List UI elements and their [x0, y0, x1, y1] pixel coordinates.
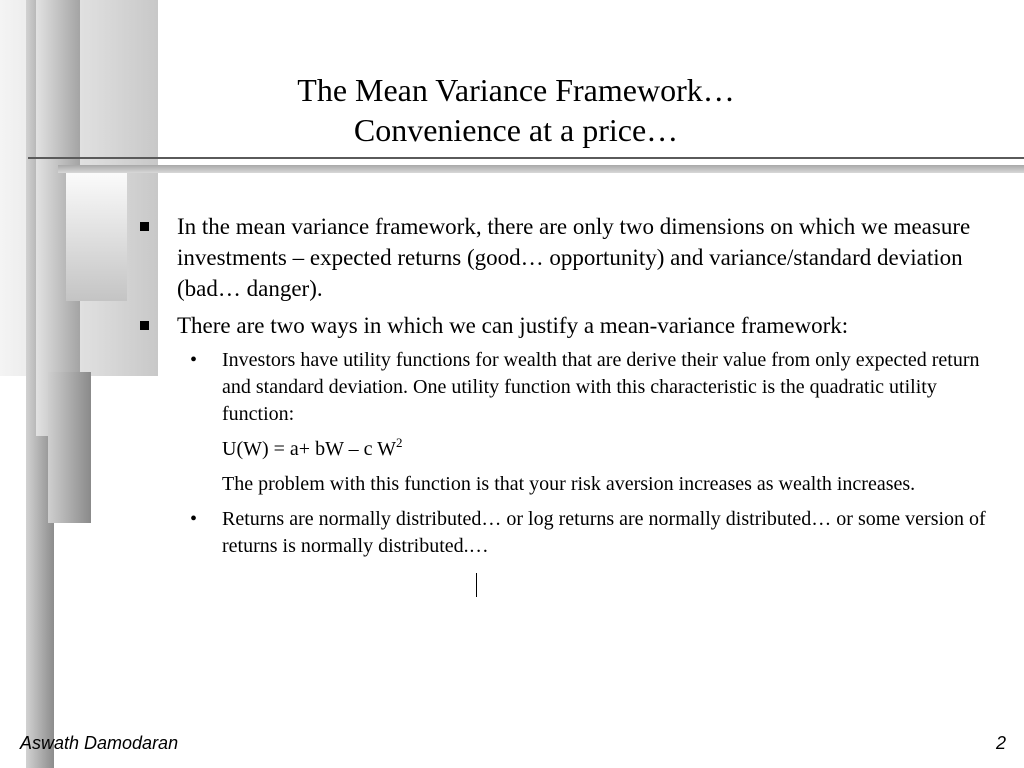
bullet-item [140, 211, 990, 304]
text-cursor [476, 573, 477, 597]
utility-formula [222, 436, 990, 463]
title-divider [28, 157, 1024, 159]
sub-bullet-item [190, 347, 990, 428]
bullet-item [140, 310, 990, 341]
sub-bullet-text: Investors have utility functions for wealth that are derive their value from only expected return and standard deviation. One utility function with this characteristic is the quadratic utility function: [222, 349, 980, 425]
formula-text: U(W) = a+ bW – c W [222, 438, 396, 460]
square-bullet-icon [140, 321, 149, 330]
square-bullet-icon [140, 222, 149, 231]
sub-bullet-item [190, 506, 990, 560]
bullet-text: In the mean variance framework, there are only two dimensions on which we measure investments – expected returns (good… opportunity) and variance/standard deviation (bad… danger). [177, 214, 971, 301]
dot-bullet-icon: • [190, 349, 198, 371]
sub-bullet-text: Returns are normally distributed… or log returns are normally distributed… or some version of returns is normally distributed.… [222, 508, 986, 557]
bullet-text: There are two ways in which we can justify a mean-variance framework: [177, 313, 849, 338]
slide-body [140, 211, 990, 568]
formula-note: The problem with this function is that your risk aversion increases as wealth increases. [222, 473, 916, 495]
decor-bar [66, 172, 127, 301]
title-divider-shadow [58, 165, 1024, 173]
decor-bar [48, 372, 91, 523]
title-line: Convenience at a price… [353, 112, 679, 148]
footer-author: Aswath Damodaran [20, 733, 179, 753]
formula-exponent: 2 [395, 435, 403, 450]
slide-title [160, 70, 872, 150]
page-number: 2 [995, 733, 1006, 753]
dot-bullet-icon: • [190, 508, 198, 530]
title-line: The Mean Variance Framework… [297, 72, 735, 108]
